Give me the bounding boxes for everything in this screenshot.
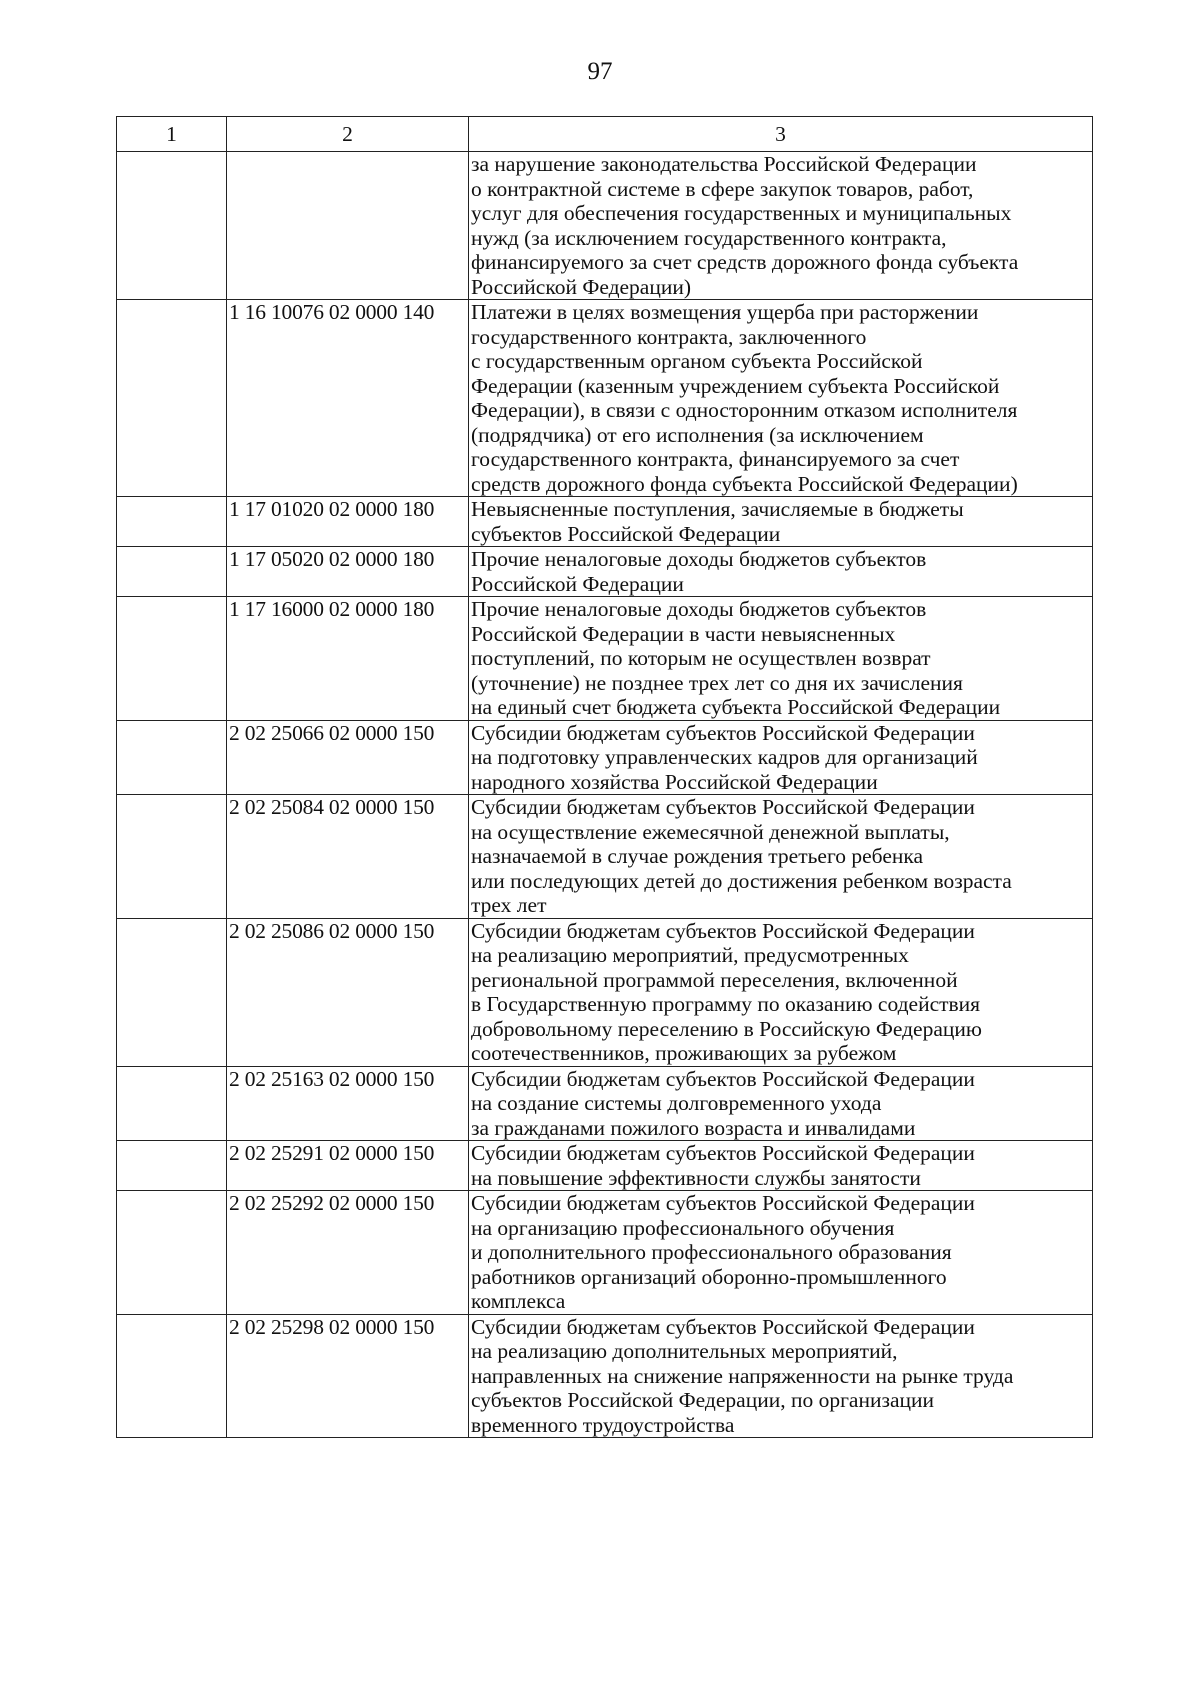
description-line: назначаемой в случае рождения третьего ребенка [471, 844, 924, 868]
header-col-3: 3 [469, 117, 1093, 152]
table-row [117, 1314, 1093, 1438]
description-cell [469, 1314, 1093, 1438]
budget-code-cell: 2 02 25086 02 0000 150 [227, 918, 469, 1066]
row-number-cell [117, 918, 227, 1066]
description-cell [469, 720, 1093, 795]
budget-code-cell: 1 17 05020 02 0000 180 [227, 547, 469, 597]
description-line: государственного контракта, финансируемого за счет [471, 447, 960, 471]
description-line: Прочие неналоговые доходы бюджетов субъектов [471, 597, 927, 621]
description-cell [469, 597, 1093, 721]
row-number-cell [117, 795, 227, 919]
table-row [117, 795, 1093, 919]
description-cell [469, 1066, 1093, 1141]
description-cell [469, 918, 1093, 1066]
description-line: временного трудоустройства [471, 1412, 735, 1437]
description-line: Субсидии бюджетам субъектов Российской Федерации [471, 1314, 975, 1339]
description-line: Платежи в целях возмещения ущерба при расторжении [471, 300, 979, 324]
description-line: (подрядчика) от его исполнения (за исключением [471, 422, 924, 447]
budget-code-cell: 1 17 16000 02 0000 180 [227, 597, 469, 721]
table-row [117, 597, 1093, 721]
description-line: на реализацию мероприятий, предусмотренных [471, 943, 909, 967]
row-number-cell [117, 497, 227, 547]
description-line: на реализацию дополнительных мероприятий, [471, 1339, 898, 1363]
description-line: Российской Федерации [471, 571, 684, 596]
description-line: народного хозяйства Российской Федерации [471, 769, 878, 794]
description-line: с государственным органом субъекта Российской [471, 349, 923, 373]
description-line: Федерации (казенным учреждением субъекта Российской [471, 373, 1000, 398]
description-line: субъектов Российской Федерации, по организации [471, 1388, 935, 1412]
table-row [117, 720, 1093, 795]
description-line: региональной программой переселения, включенной [471, 967, 958, 992]
row-number-cell [117, 1066, 227, 1141]
budget-code-cell: 2 02 25291 02 0000 150 [227, 1141, 469, 1191]
description-line: и дополнительного профессионального образования [471, 1240, 952, 1264]
row-number-cell [117, 720, 227, 795]
table-body [117, 152, 1093, 1438]
description-line: (уточнение) не позднее трех лет со дня их зачисления [471, 670, 963, 695]
description-line: Субсидии бюджетам субъектов Российской Федерации [471, 795, 975, 819]
description-line: за нарушение законодательства Российской Федерации [471, 152, 977, 176]
table-row [117, 1066, 1093, 1141]
description-line: нужд (за исключением государственного контракта, [471, 225, 947, 250]
description-line: за гражданами пожилого возраста и инвалидами [471, 1115, 916, 1140]
description-line: на подготовку управленческих кадров для организаций [471, 745, 978, 769]
description-line: о контрактной системе в сфере закупок товаров, работ, [471, 176, 974, 201]
description-line: или последующих детей до достижения ребенком возраста [471, 868, 1012, 893]
table-row [117, 547, 1093, 597]
table-row [117, 152, 1093, 300]
description-line: Субсидии бюджетам субъектов Российской Федерации [471, 1191, 975, 1215]
budget-code-cell: 2 02 25298 02 0000 150 [227, 1314, 469, 1438]
row-number-cell [117, 152, 227, 300]
description-line: комплекса [471, 1289, 566, 1313]
budget-code-cell: 1 16 10076 02 0000 140 [227, 300, 469, 497]
description-line: на осуществление ежемесячной денежной выплаты, [471, 819, 950, 844]
description-line: на организацию профессионального обучения [471, 1215, 895, 1240]
budget-code-cell: 2 02 25292 02 0000 150 [227, 1191, 469, 1315]
description-line: Субсидии бюджетам субъектов Российской Федерации [471, 918, 975, 943]
description-line: трех лет [471, 893, 547, 917]
description-line: направленных на снижение напряженности на рынке труда [471, 1363, 1014, 1388]
description-line: работников организаций оборонно-промышленного [471, 1264, 947, 1289]
description-line: добровольному переселению в Российскую Федерацию [471, 1016, 982, 1041]
description-line: субъектов Российской Федерации [471, 521, 781, 546]
description-cell [469, 547, 1093, 597]
description-line: Российской Федерации) [471, 274, 692, 299]
description-cell [469, 1191, 1093, 1315]
description-line: Прочие неналоговые доходы бюджетов субъектов [471, 547, 927, 571]
row-number-cell [117, 300, 227, 497]
budget-code-cell: 2 02 25163 02 0000 150 [227, 1066, 469, 1141]
row-number-cell [117, 1191, 227, 1315]
description-line: государственного контракта, заключенного [471, 324, 867, 349]
description-line: финансируемого за счет средств дорожного фонда субъекта [471, 250, 1019, 274]
header-col-1: 1 [117, 117, 227, 152]
description-line: Субсидии бюджетам субъектов Российской Федерации [471, 1141, 975, 1165]
description-line: средств дорожного фонда субъекта Российской Федерации) [471, 471, 1018, 496]
table-row [117, 300, 1093, 497]
description-cell [469, 1141, 1093, 1191]
table-row [117, 1191, 1093, 1315]
description-line: Субсидии бюджетам субъектов Российской Федерации [471, 720, 975, 745]
header-col-2: 2 [227, 117, 469, 152]
row-number-cell [117, 547, 227, 597]
description-line: услуг для обеспечения государственных и муниципальных [471, 201, 1012, 225]
description-line: на единый счет бюджета субъекта Российской Федерации [471, 695, 1001, 719]
budget-code-cell: 2 02 25066 02 0000 150 [227, 720, 469, 795]
description-line: Федерации), в связи с односторонним отказом исполнителя [471, 398, 1018, 422]
description-line: в Государственную программу по оказанию содействия [471, 992, 981, 1016]
table-row [117, 918, 1093, 1066]
table-row [117, 497, 1093, 547]
budget-classification-table [116, 116, 1093, 1438]
description-cell [469, 152, 1093, 300]
description-line: Субсидии бюджетам субъектов Российской Федерации [471, 1066, 975, 1091]
row-number-cell [117, 597, 227, 721]
description-cell [469, 300, 1093, 497]
budget-code-cell [227, 152, 469, 300]
description-line: Невыясненные поступления, зачисляемые в бюджеты [471, 497, 964, 521]
description-line: поступлений, по которым не осуществлен возврат [471, 646, 931, 670]
description-line: соотечественников, проживающих за рубежом [471, 1041, 897, 1065]
row-number-cell [117, 1141, 227, 1191]
table-header-row [117, 117, 1093, 152]
page-number: 97 [587, 58, 613, 85]
description-cell [469, 497, 1093, 547]
budget-code-cell: 1 17 01020 02 0000 180 [227, 497, 469, 547]
table-row [117, 1141, 1093, 1191]
description-line: на создание системы долговременного ухода [471, 1091, 882, 1115]
row-number-cell [117, 1314, 227, 1438]
description-cell [469, 795, 1093, 919]
description-line: на повышение эффективности службы занятости [471, 1165, 921, 1190]
budget-code-cell: 2 02 25084 02 0000 150 [227, 795, 469, 919]
description-line: Российской Федерации в части невыясненных [471, 621, 896, 646]
